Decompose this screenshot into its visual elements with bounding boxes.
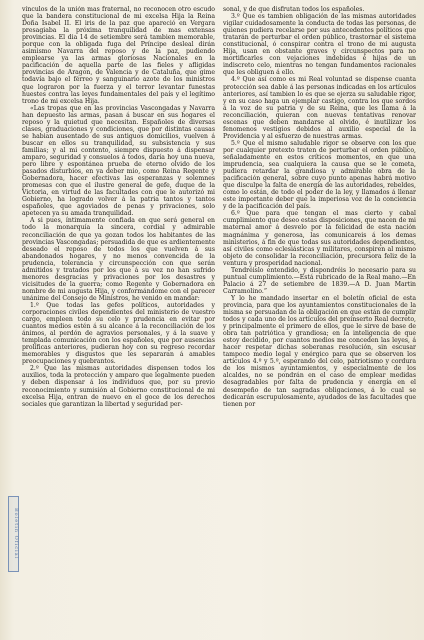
right-paragraph-3: 4.º Que así como es mi Real voluntad se dispense cuanta protección sea dable á las personas indicadas en los artículos anteriores, así tambien lo es que se ejerza su saludable rigor, y en su caso haga un ejemplar castigo, contra los que sordos á la voz de su patria y de su Reina, que les llama á la reconciliación, quieran con nuevas tentativas renovar escenas que deben mandarse al olvido, é inutilizar los fenomenos vestigios debidos al auxilio especial de la Providencia y al esfuerzo de nuestras armas. (223, 76, 416, 140)
left-paragraph-3: A si pues, íntimamente confiada en que será general en todo la monarquía la sincera, cordial y admirable reconciliación de que ya gozan todos los habitantes de las provincias Vascongadas; persuadida de que es ardientemente deseado el reposo de todos los que vuelven á sus abandonados hogares, y no menos convencida de la prudencia, tolerancia y circunspección con que serán admitidos y tratados por los que á su vez no han sufrido menores desgracias y privaciones por los desastres y vicisitudes de la guerra; como Regente y Gobernadora en nombre de mi augusta Hija, y conformándome con el parecer unánime del Consejo de Ministros, he venido en mandar: (22, 217, 215, 302)
right-paragraph-5: 6.º Que para que tengan el mas cierto y cabal cumplimiento que deseo estas disposiciones, que nacen de mi maternal amor á desvelo por la felicidad de esta nación magnánima y generosa, las comunicareis á los demas ministerios, á fin de que todas sus autoridades dependientes, así civiles como eclesiásticas y militares, conspiren al mismo objeto de consolidar la reconciliación, precursora feliz de la ventura y prosperidad nacional. (223, 210, 416, 267)
right-paragraph-1: sonal, y de que disfrutan todos los españoles. (223, 6, 365, 13)
left-paragraph-5: 2.º Que las mismas autoridades dispensen todos los auxilios, toda la protección y amparo que legalmente pueden y deben dispensar á los individuos que, por su previo reconocimiento y sumisión al Gobierno constitucional de mi excelsa Hija, entran de nuevo en el goce de los derechos sociales que garantizan la libertad y seguridad per- (22, 365, 215, 408)
right-column (223, 6, 416, 636)
left-column (22, 6, 215, 636)
left-paragraph-1: vínculos de la unión mas fraternal, no reconocen otro escudo que la bandera constitucional de mi excelsa Hija la Reina Doña Isabel II. El iris de la paz que apareció en Vergara presagiaba la próxima tranquilidad de mas extensas provincias. El dia 14 de setiembre será tambien memorable, porque con la obligada fuga del Príncipe desleal dirán asimismo Navarra del reposo y de la paz, pudiendo emplearse ya las armas gloriosas Nacionales en la pacificación de aquella parte de las fieles y afligidas provincias de Aragon, de Valencia y de Cataluña, que gime todavía bajo el férreo y sanguinario azote de los ministros que lograron por la fuerza y el terror levantar funestas huestes contra las leyes fundamentales del país y el legítimo trono de mi excelsa Hija. (22, 6, 215, 105)
right-paragraph-6: Tendréislo entendido, y dispondréis lo necesario para su puntual cumplimiento.—Está rubricado de la Real mano.—En Palacio á 27 de setiembre de 1839.—A D. Juan Martin Carramolino.” (223, 266, 416, 295)
left-paragraph-2: «Las tropas que en las provincias Vascongadas y Navarra han depuesto las armas, pasan á buscar en sus hogares el reposo y la quietud que necesitan. Españoles de diversas clases, graduaciones y condiciones, que por distintas causas se habian ausentado de sus antiguos domicilios, vuelven á buscar en ellos su tranquilidad, su subsistencia y sus familias; y al mi contento, siempre dispuesto á dispensar amparo, seguridad y consuelos á todos, daría hoy una nueva, pero libre y espontánea prueba de eterno olvido de los pasados disturbios, en ya deber mio, como Reina Regente y Gobernadora, hacer efectivas las esperanzas y solemnes promesas con que el ilustre general de gefe, duque de la Victoria, en virtud de las facultades con que le autorizó mi Gobierno, ha logrado volver á la patria tantos y tantos españoles, que agoviados de penas y privaciones, solo apetecen ya su amada tranquilidad. (22, 104, 215, 218)
right-paragraph-7: Y lo he mandado insertar en el boletín oficial de esta provincia, para que los ayuntamientos constitucionales de la misma se persuadan de la obligación en que están de cumplir todos y cada uno de los artículos del preinserto Real decreto, y principalmente el primero de ellos, que le sirve de base de obra tan patriótica y grandiosa; en la inteligencia de que estoy decidido, por cuantos medios me conceden las leyes, á hacer respetar dichas soberanas resolución, sin escusar tampoco medio legal y enérgico para que se observen los artículos 4.º y 5.º, esperando del celo, patriotismo y cordura de los mismos ayuntamientos, y especialmente de los alcaldes, no se pondrán en el caso de emplear medidas desagradables por falta de prudencia y energía en el desempeño de tan sagradas obligaciones, á lo cual se dedicarán escrupulosamente, ayudados de las facultades que tienen por (223, 294, 416, 408)
right-paragraph-4: 5.º Que el mismo saludable rigor se observe con los que por cualquier pretexto traten de perturbar el orden público, señaladamente en estos críticos momentos, en que una imprudencia, sea cualquiera la causa que se le cometa, pudiera retardar la grandiosa y admirable obra de la pacificación general, sobre cuyo punto apenas habrá motivo que disculpe la falta de energía de las autoridades, rebeldes, como lo están, de todo el poder de la ley, y llamados á llenar este importante deber que la imperiosa voz de la conciencia y de la pacificación del país. (223, 139, 416, 211)
left-paragraph-4: 1.º Que todas las gefes políticos, autoridades y corporaciones civiles dependientes del ministerio de vuestro cargo, empleen todo su celo y prudencia en evitar por cuantos medios estén á su alcance á la reconciliación de los ánimos, al perdón de agravios personales, y á la suave y templada comunicación con los españoles, que por ausencias prolíficas anteriores, pudieran hoy con su regreso recordar memorables y disgustos que les separaran á amables preocupaciones y quebrantos. (22, 301, 215, 366)
right-paragraph-2: 3.º Que es tambien obligación de las mismas autoridades vigilar cuidadosamente la conducta de todas las personas, de quienes pudiera recelarse por sus antecedentes políticos que tratarán de perturbar el orden público, trastornar el sistema constitucional, ó conspirar contra el trono de mi augusta Hija, usan en obstante graves y circunspectos para no mortificarles con vejaciones indebidas é hijas de un indiscreto celo, mientras no tengan fundamentos racionales que les obliguen á ello. (223, 13, 416, 77)
library-stamp: Boletín Oficial (8, 496, 19, 572)
